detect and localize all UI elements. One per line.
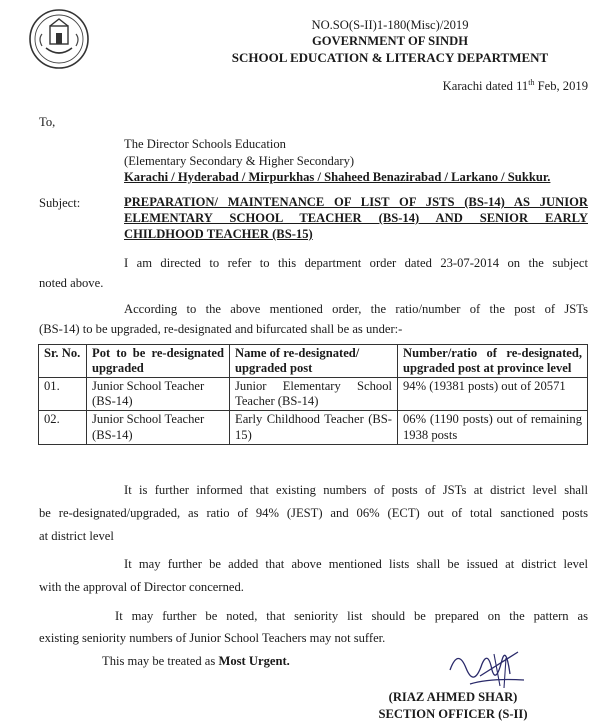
table-cell: 01.	[39, 378, 87, 411]
department-title: SCHOOL EDUCATION & LITERACY DEPARTMENT	[231, 50, 549, 65]
body-paragraph-line: According to the above mentioned order, the ratio/number of the post of JSTs	[124, 302, 588, 316]
posts-ratio-table	[38, 344, 588, 445]
subject-line: CHILDHOOD TEACHER (BS-15)	[124, 227, 313, 241]
signature-icon	[440, 640, 530, 694]
body-paragraph-line: It may further be added that above mentioned lists shall be issued at district level	[124, 557, 588, 571]
table-header-cell: Number/ratio of re-designated, upgraded post at province level	[398, 345, 588, 378]
subject-line: ELEMENTARY SCHOOL TEACHER (BS-14) AND SENIOR EARLY	[124, 211, 588, 225]
letter-date: Karachi dated 11th Feb, 2019	[442, 78, 588, 94]
table-cell: Junior School Teacher (BS-14)	[87, 411, 230, 444]
table-header-row	[39, 345, 588, 378]
table-cell: Junior School Teacher (BS-14)	[87, 378, 230, 411]
body-paragraph-line: existing seniority numbers of Junior School Teachers may not suffer.	[39, 631, 386, 645]
table-header-cell: Sr. No.	[39, 345, 87, 378]
subject-line: PREPARATION/ MAINTENANCE OF LIST OF JSTS (BS-14) AS JUNIOR	[124, 195, 588, 209]
subject-label: Subject:	[39, 196, 81, 210]
body-paragraph-line: It is further informed that existing numbers of posts of JSTs at district level shall	[124, 483, 588, 497]
closing-line: This may be treated as Most Urgent.	[102, 654, 290, 668]
signatory-name: (RIAZ AHMED SHAR)	[388, 690, 518, 704]
to-label: To,	[39, 115, 56, 129]
addressee-line: The Director Schools Education	[124, 137, 286, 151]
addressee-cities: Karachi / Hyderabad / Mirpurkhas / Shaheed Benazirabad / Larkano / Sukkur.	[124, 170, 551, 184]
addressee-line: (Elementary Secondary & Higher Secondary)	[124, 154, 355, 168]
government-title: GOVERNMENT OF SINDH	[311, 34, 469, 48]
table-cell: 94% (19381 posts) out of 20571	[398, 378, 588, 411]
body-paragraph-line: (BS-14) to be upgraded, re-designated and bifurcated shall be as under:-	[39, 322, 403, 336]
table-cell: 06% (1190 posts) out of remaining 1938 posts	[398, 411, 588, 444]
table-header-cell: Name of re-designated/ upgraded post	[230, 345, 398, 378]
body-paragraph-line: with the approval of Director concerned.	[39, 580, 244, 594]
table-row	[39, 378, 588, 411]
reference-number: NO.SO(S-II)1-180(Misc)/2019	[311, 18, 469, 32]
table-header-cell: Pot to be re-designated upgraded	[87, 345, 230, 378]
table-row	[39, 411, 588, 444]
body-paragraph-line: I am directed to refer to this department order dated 23-07-2014 on the subject	[124, 256, 588, 270]
table-cell: Early Childhood Teacher (BS-15)	[230, 411, 398, 444]
table-cell: 02.	[39, 411, 87, 444]
government-emblem-icon	[28, 8, 90, 70]
signatory-title: SECTION OFFICER (S-II)	[378, 707, 528, 721]
body-paragraph-line: noted above.	[39, 276, 104, 290]
body-paragraph-line: It may further be noted, that seniority list should be prepared on the pattern as	[115, 609, 588, 623]
body-paragraph-line: at district level	[39, 529, 114, 543]
body-paragraph-line: be re-designated/upgraded, as ratio of 94% (JEST) and 06% (ECT) out of total sanctioned posts	[39, 506, 588, 520]
table-cell: Junior Elementary School Teacher (BS-14)	[230, 378, 398, 411]
